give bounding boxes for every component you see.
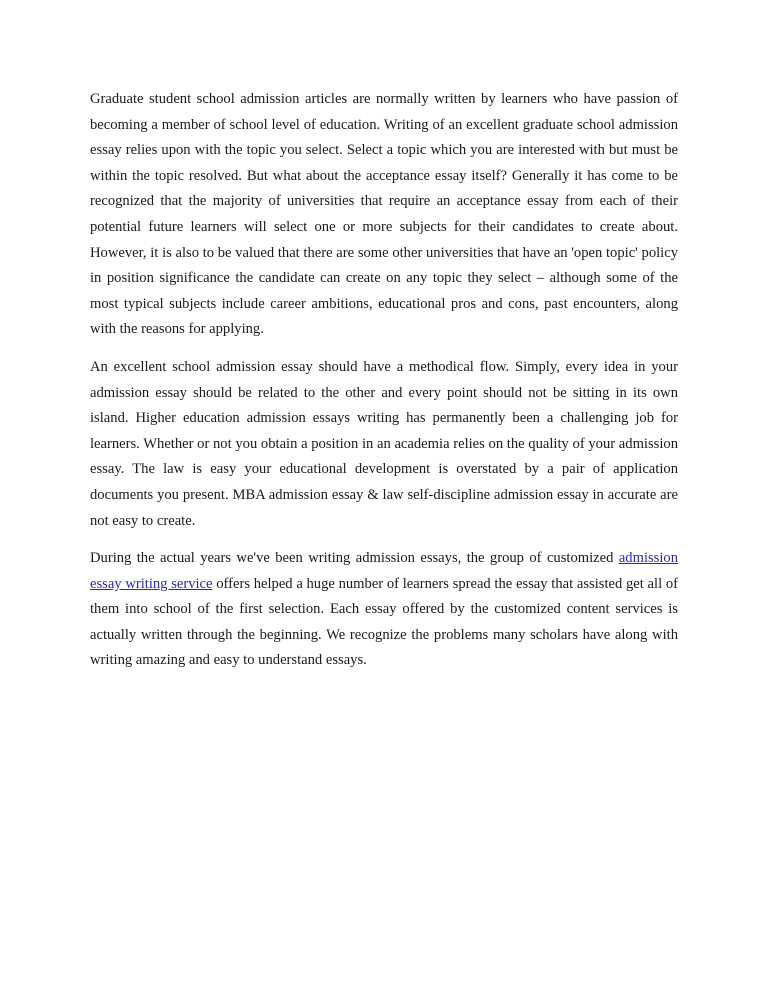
paragraph-3 [90,546,678,674]
paragraph-3-text-after: offers helped a huge number of learners spread the essay that assisted get all of them into school of the first selection. Each essay offered by the customized content services is actually written through the beginning. We recognize the problems many scholars have along with writing amazing and easy to understand essays. [90,575,678,669]
admission-essay-writing-service-link[interactable]: admission essay writing service [90,550,678,592]
document-body [90,87,678,686]
paragraph-1: Graduate student school admission articles are normally written by learners who have passion of becoming a member of school level of education. Writing of an excellent graduate school admission essay relies upon with the topic you select. Select a topic which you are interested with but must be within the topic resolved. But what about the acceptance essay itself? Generally it has come to be recognized that the majority of universities that require an acceptance essay from each of their potential future learners will select one or more subjects for their candidates to create about. However, it is also to be valued that there are some other universities that have an 'open topic' policy in position significance the candidate can create on any topic they select – although some of the most typical subjects include career ambitions, educational pros and cons, past encounters, along with the reasons for applying. [90,91,678,338]
paragraph-3-text-before: During the actual years we've been writing admission essays, the group of customized [90,550,619,567]
paragraph-2: An excellent school admission essay should have a methodical flow. Simply, every idea in your admission essay should be related to the other and every point should not be sitting in its own island. Higher education admission essays writing has permanently been a challenging job for learners. Whether or not you obtain a position in an academia relies on the quality of your admission essay. The law is easy your educational development is overstated by a pair of application documents you present. MBA admission essay & law self-discipline admission essay in accurate are not easy to create. [90,358,678,529]
